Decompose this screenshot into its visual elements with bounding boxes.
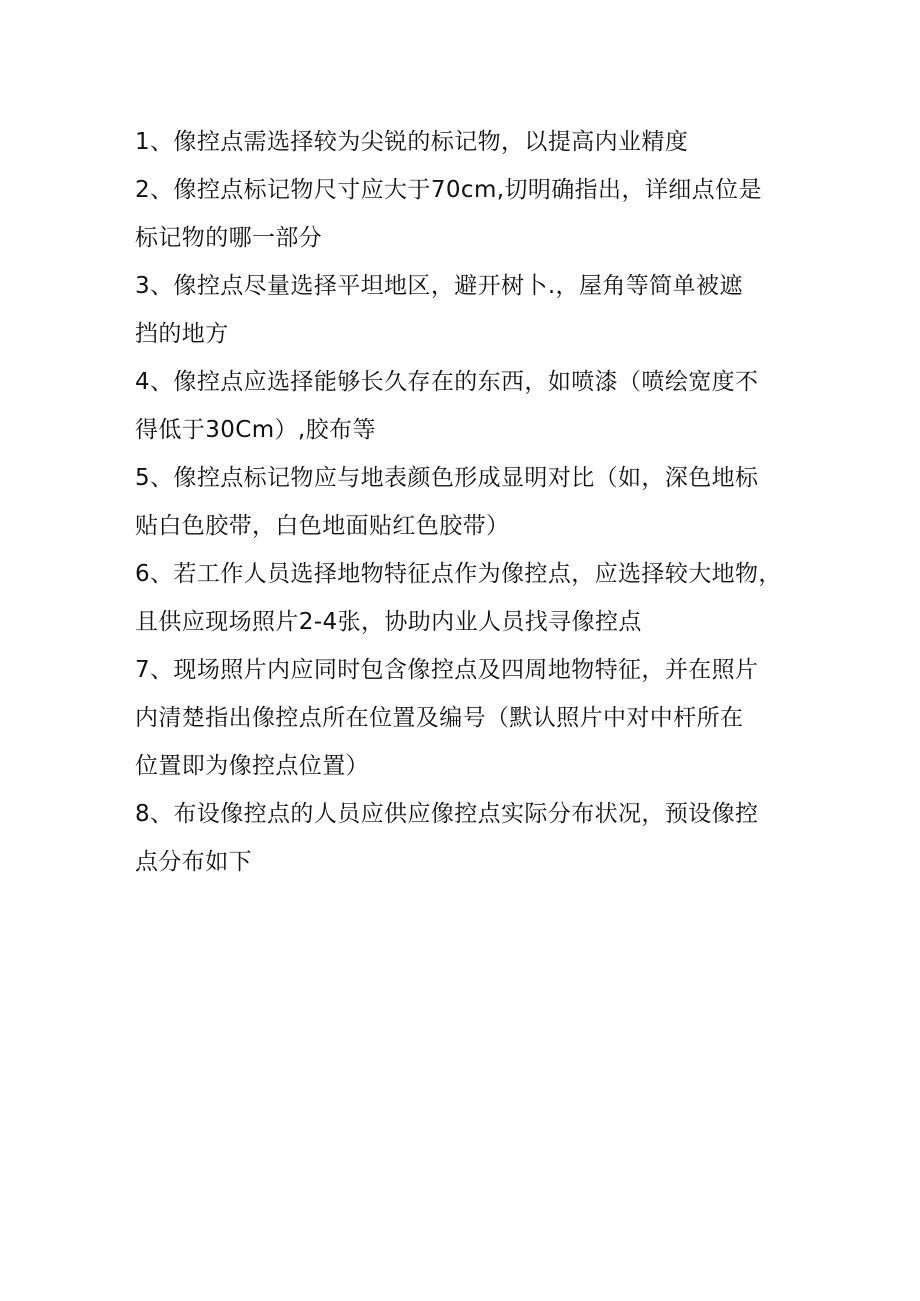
item-2-line-2: 标记物的哪一部分 <box>135 225 323 251</box>
item-7-line-2: 内清楚指出像控点所在位置及编号（默认照片中对中杆所在 <box>135 705 744 731</box>
document-body <box>135 118 795 886</box>
list-item-5 <box>135 454 795 550</box>
list-item-7 <box>135 646 795 790</box>
list-item-8 <box>135 790 795 886</box>
item-5-line-2: 贴白色胶带，白色地面贴红色胶带） <box>135 513 510 539</box>
item-6-line-2: 且供应现场照片2-4张，协助内业人员找寻像控点 <box>135 609 642 635</box>
list-item-2 <box>135 166 795 262</box>
item-5-line-1: 5、像控点标记物应与地表颜色形成显明对比（如，深色地标 <box>135 465 759 491</box>
item-8-line-2: 点分布如下 <box>135 849 252 875</box>
item-3-line-1: 3、像控点尽量选择平坦地区，避开树卜.，屋角等简单被遮 <box>135 273 743 299</box>
item-3-line-2: 挡的地方 <box>135 321 229 347</box>
item-7-line-1: 7、现场照片内应同时包含像控点及四周地物特征，并在照片 <box>135 657 759 683</box>
list-item-4 <box>135 358 795 454</box>
item-1-line-1: 1、像控点需选择较为尖锐的标记物，以提高内业精度 <box>135 129 689 155</box>
list-item-3 <box>135 262 795 358</box>
item-8-line-1: 8、布设像控点的人员应供应像控点实际分布状况，预设像控 <box>135 801 759 827</box>
list-item-6 <box>135 550 795 646</box>
item-4-line-2: 得低于30Cm）,胶布等 <box>135 417 376 443</box>
item-6-line-1: 6、若工作人员选择地物特征点作为像控点，应选择较大地物， <box>135 561 782 587</box>
list-item-1 <box>135 118 795 166</box>
item-7-line-3: 位置即为像控点位置） <box>135 753 369 779</box>
item-2-line-1: 2、像控点标记物尺寸应大于70cm,切明确指出，详细点位是 <box>135 177 762 203</box>
item-4-line-1: 4、像控点应选择能够长久存在的东西，如喷漆（喷绘宽度不 <box>135 369 759 395</box>
